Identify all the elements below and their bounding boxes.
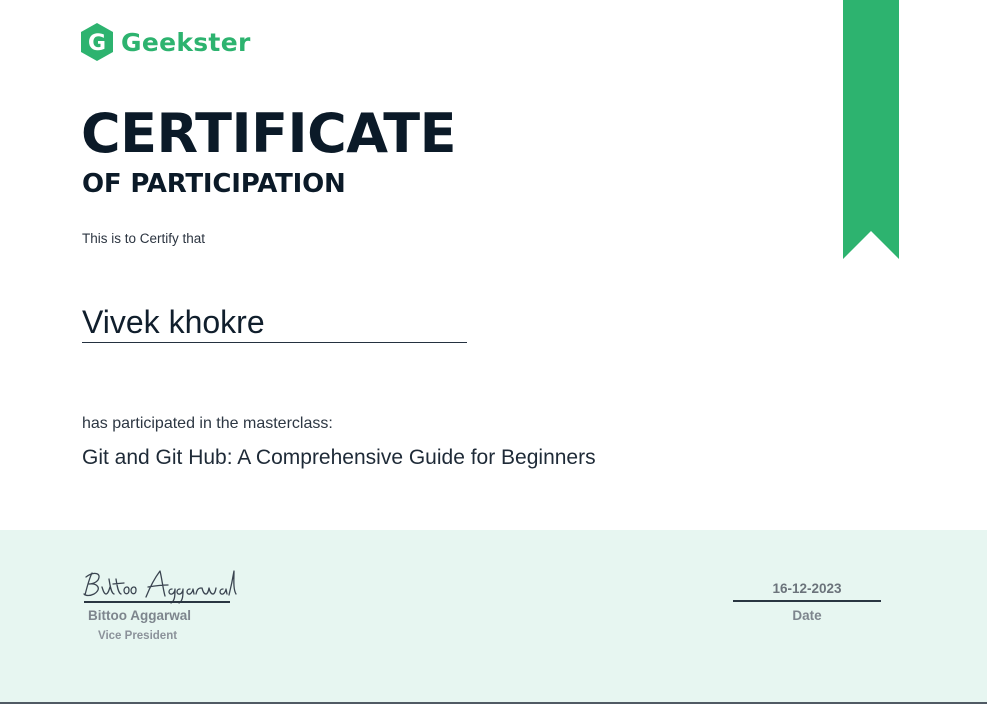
- handwritten-signature: [80, 565, 240, 605]
- recipient-name: Vivek khokre: [82, 304, 265, 340]
- certify-text: This is to Certify that: [82, 231, 206, 246]
- geekster-hexagon-g-icon: [80, 23, 114, 61]
- date-value: 16-12-2023: [772, 581, 842, 596]
- logo-letter: G: [87, 31, 107, 56]
- geekster-logo: [80, 22, 251, 62]
- signer-role: Vice President: [98, 630, 178, 642]
- certificate-subtitle: OF PARTICIPATION: [82, 169, 346, 199]
- date-label: Date: [792, 608, 822, 623]
- signer-name: Bittoo Aggarwal: [88, 608, 191, 623]
- signature-line: [84, 601, 230, 603]
- course-title: Git and Git Hub: A Comprehensive Guide for Beginners: [82, 446, 596, 469]
- certificate-title: CERTIFICATE: [81, 102, 457, 165]
- participation-text: has participated in the masterclass:: [82, 415, 333, 432]
- bookmark-ribbon: [843, 0, 899, 260]
- brand-name: Geekster: [121, 27, 251, 57]
- recipient-field: [82, 300, 467, 343]
- date-line: [733, 600, 881, 602]
